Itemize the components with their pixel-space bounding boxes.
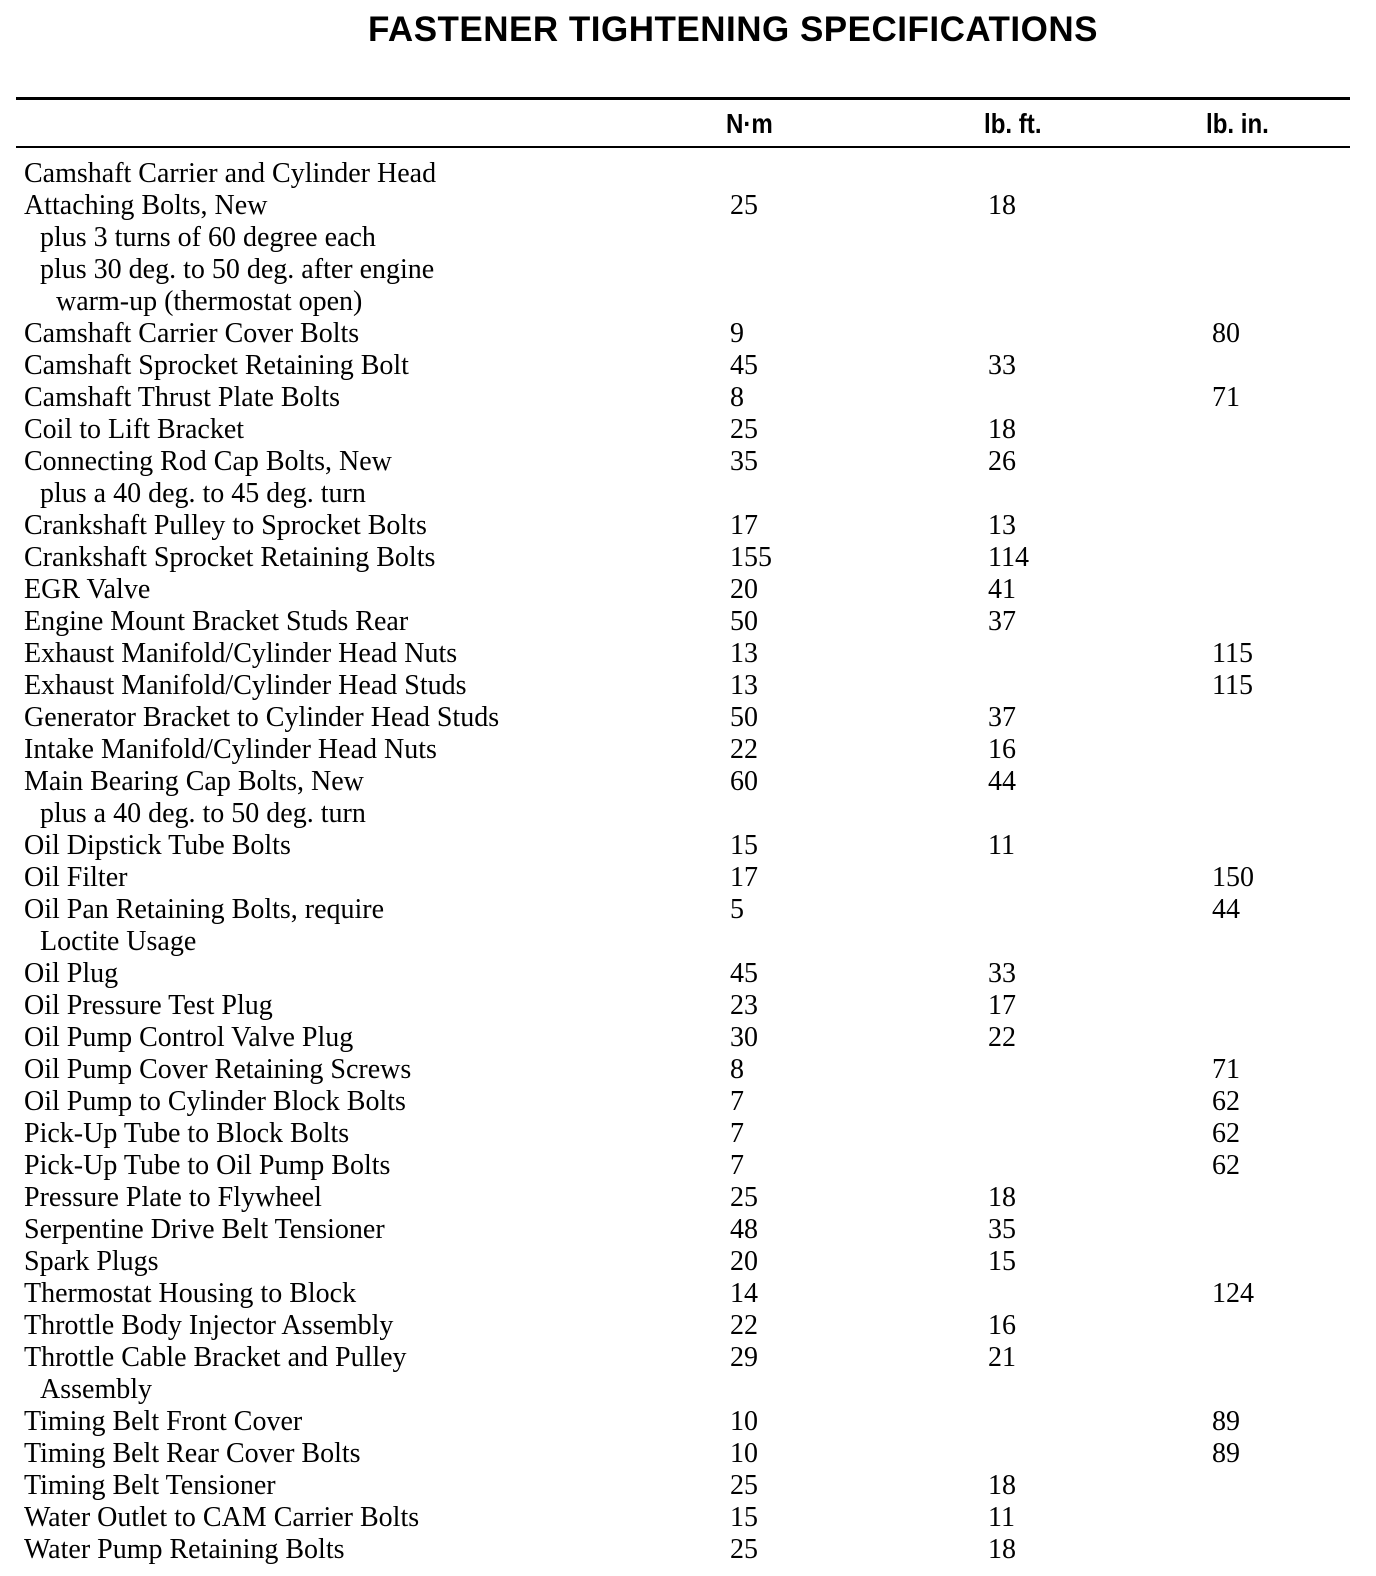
table-row — [0, 382, 1376, 414]
value-nm: 23 — [730, 990, 758, 1021]
value-nm: 5 — [730, 894, 744, 925]
value-nm: 13 — [730, 638, 758, 669]
value-nm: 35 — [730, 446, 758, 477]
value-nm: 17 — [730, 862, 758, 893]
value-lbin: 80 — [1212, 318, 1240, 349]
value-lbin: 150 — [1212, 862, 1254, 893]
table-row — [0, 1086, 1376, 1118]
value-lbft: 16 — [988, 734, 1016, 765]
value-nm: 8 — [730, 1054, 744, 1085]
table-row — [0, 1374, 1376, 1406]
value-nm: 30 — [730, 1022, 758, 1053]
value-lbft: 18 — [988, 414, 1016, 445]
table-row — [0, 350, 1376, 382]
fastener-label: Main Bearing Cap Bolts, New — [24, 766, 364, 797]
value-lbft: 18 — [988, 1182, 1016, 1213]
table-row — [0, 958, 1376, 990]
table-row — [0, 734, 1376, 766]
table-row — [0, 862, 1376, 894]
table-row — [0, 414, 1376, 446]
fastener-label: Serpentine Drive Belt Tensioner — [24, 1214, 385, 1245]
value-lbft: 11 — [988, 1502, 1015, 1533]
table-row — [0, 1278, 1376, 1310]
table-row — [0, 1118, 1376, 1150]
fastener-label: Timing Belt Front Cover — [24, 1406, 303, 1437]
value-lbin: 115 — [1212, 638, 1253, 669]
value-nm: 45 — [730, 958, 758, 989]
fastener-label: Intake Manifold/Cylinder Head Nuts — [24, 734, 437, 765]
value-nm: 7 — [730, 1086, 744, 1117]
fastener-label: Oil Pump to Cylinder Block Bolts — [24, 1086, 406, 1117]
value-nm: 60 — [730, 766, 758, 797]
table-row — [0, 542, 1376, 574]
spec-table-body — [0, 158, 1376, 1566]
fastener-label: plus a 40 deg. to 45 deg. turn — [40, 478, 366, 509]
table-row — [0, 1438, 1376, 1470]
fastener-label: Generator Bracket to Cylinder Head Studs — [24, 702, 500, 733]
value-nm: 9 — [730, 318, 744, 349]
fastener-label: Spark Plugs — [24, 1246, 159, 1277]
value-nm: 45 — [730, 350, 758, 381]
table-header-rule — [16, 146, 1350, 148]
page-title: FASTENER TIGHTENING SPECIFICATIONS — [367, 10, 1098, 49]
value-nm: 29 — [730, 1342, 758, 1373]
value-nm: 22 — [730, 1310, 758, 1341]
table-row — [0, 286, 1376, 318]
value-lbft: 18 — [988, 190, 1016, 221]
value-lbft: 18 — [988, 1470, 1016, 1501]
table-row — [0, 990, 1376, 1022]
table-row — [0, 1182, 1376, 1214]
value-lbin: 44 — [1212, 894, 1240, 925]
value-nm: 10 — [730, 1406, 758, 1437]
value-lbin: 71 — [1212, 382, 1240, 413]
fastener-label: Oil Pump Control Valve Plug — [24, 1022, 354, 1053]
fastener-label: Exhaust Manifold/Cylinder Head Studs — [24, 670, 467, 701]
table-row — [0, 254, 1376, 286]
table-row — [0, 1342, 1376, 1374]
table-row — [0, 1470, 1376, 1502]
value-lbft: 35 — [988, 1214, 1016, 1245]
column-header-lbft: lb. ft. — [984, 108, 1042, 139]
table-row — [0, 1406, 1376, 1438]
table-row — [0, 638, 1376, 670]
value-lbft: 114 — [988, 542, 1029, 573]
fastener-label: Camshaft Carrier Cover Bolts — [24, 318, 360, 349]
fastener-label: Oil Plug — [24, 958, 119, 989]
value-nm: 13 — [730, 670, 758, 701]
fastener-label: plus 30 deg. to 50 deg. after engine — [40, 254, 435, 285]
table-row — [0, 510, 1376, 542]
value-lbin: 62 — [1212, 1086, 1240, 1117]
fastener-label: Pick-Up Tube to Oil Pump Bolts — [24, 1150, 391, 1181]
table-row — [0, 222, 1376, 254]
value-lbft: 16 — [988, 1310, 1016, 1341]
table-row — [0, 158, 1376, 190]
table-row — [0, 1246, 1376, 1278]
value-lbin: 89 — [1212, 1406, 1240, 1437]
value-nm: 15 — [730, 1502, 758, 1533]
value-lbin: 124 — [1212, 1278, 1254, 1309]
fastener-label: Throttle Body Injector Assembly — [24, 1310, 394, 1341]
value-lbft: 26 — [988, 446, 1016, 477]
value-lbin: 71 — [1212, 1054, 1240, 1085]
value-nm: 22 — [730, 734, 758, 765]
value-nm: 50 — [730, 606, 758, 637]
value-lbin: 62 — [1212, 1118, 1240, 1149]
fastener-label: Crankshaft Pulley to Sprocket Bolts — [24, 510, 427, 541]
value-lbin: 62 — [1212, 1150, 1240, 1181]
fastener-label: Attaching Bolts, New — [24, 190, 268, 221]
table-row — [0, 702, 1376, 734]
value-lbft: 18 — [988, 1534, 1016, 1565]
fastener-label: Water Outlet to CAM Carrier Bolts — [24, 1502, 420, 1533]
fastener-label: Loctite Usage — [40, 926, 197, 957]
table-row — [0, 926, 1376, 958]
table-row — [0, 318, 1376, 350]
fastener-label: Oil Dipstick Tube Bolts — [24, 830, 291, 861]
table-top-rule — [16, 97, 1350, 100]
value-lbin: 89 — [1212, 1438, 1240, 1469]
value-lbft: 41 — [988, 574, 1016, 605]
value-lbft: 44 — [988, 766, 1016, 797]
value-nm: 15 — [730, 830, 758, 861]
fastener-label: Engine Mount Bracket Studs Rear — [24, 606, 409, 637]
table-row — [0, 1150, 1376, 1182]
table-row — [0, 1534, 1376, 1566]
fastener-label: Pick-Up Tube to Block Bolts — [24, 1118, 350, 1149]
fastener-label: EGR Valve — [24, 574, 151, 605]
value-lbft: 37 — [988, 606, 1016, 637]
table-row — [0, 446, 1376, 478]
value-nm: 25 — [730, 1534, 758, 1565]
value-lbft: 15 — [988, 1246, 1016, 1277]
value-nm: 20 — [730, 574, 758, 605]
value-nm: 14 — [730, 1278, 758, 1309]
value-nm: 155 — [730, 542, 772, 573]
fastener-label: Oil Pump Cover Retaining Screws — [24, 1054, 412, 1085]
value-lbft: 17 — [988, 990, 1016, 1021]
fastener-label: Camshaft Carrier and Cylinder Head — [24, 158, 437, 189]
fastener-label: Assembly — [40, 1374, 152, 1405]
value-lbft: 37 — [988, 702, 1016, 733]
table-row — [0, 606, 1376, 638]
column-header-lbin: lb. in. — [1206, 108, 1269, 139]
value-nm: 7 — [730, 1150, 744, 1181]
table-row — [0, 670, 1376, 702]
table-row — [0, 1214, 1376, 1246]
value-nm: 48 — [730, 1214, 758, 1245]
fastener-label: Camshaft Sprocket Retaining Bolt — [24, 350, 409, 381]
value-nm: 8 — [730, 382, 744, 413]
value-nm: 7 — [730, 1118, 744, 1149]
fastener-label: Timing Belt Rear Cover Bolts — [24, 1438, 361, 1469]
table-row — [0, 830, 1376, 862]
table-row — [0, 798, 1376, 830]
fastener-label: Coil to Lift Bracket — [24, 414, 245, 445]
value-lbin: 115 — [1212, 670, 1253, 701]
fastener-label: plus a 40 deg. to 50 deg. turn — [40, 798, 366, 829]
value-nm: 10 — [730, 1438, 758, 1469]
table-row — [0, 190, 1376, 222]
value-nm: 25 — [730, 1182, 758, 1213]
fastener-label: Oil Filter — [24, 862, 128, 893]
fastener-label: plus 3 turns of 60 degree each — [40, 222, 376, 253]
value-nm: 50 — [730, 702, 758, 733]
table-row — [0, 1502, 1376, 1534]
fastener-label: Throttle Cable Bracket and Pulley — [24, 1342, 407, 1373]
value-lbft: 22 — [988, 1022, 1016, 1053]
table-row — [0, 478, 1376, 510]
table-row — [0, 574, 1376, 606]
fastener-label: Camshaft Thrust Plate Bolts — [24, 382, 341, 413]
value-nm: 17 — [730, 510, 758, 541]
value-lbft: 21 — [988, 1342, 1016, 1373]
fastener-label: Pressure Plate to Flywheel — [24, 1182, 322, 1213]
fastener-label: Exhaust Manifold/Cylinder Head Nuts — [24, 638, 458, 669]
table-row — [0, 1054, 1376, 1086]
fastener-label: Thermostat Housing to Block — [24, 1278, 357, 1309]
value-lbft: 33 — [988, 958, 1016, 989]
table-row — [0, 1310, 1376, 1342]
table-row — [0, 766, 1376, 798]
value-lbft: 11 — [988, 830, 1015, 861]
value-nm: 25 — [730, 1470, 758, 1501]
value-nm: 20 — [730, 1246, 758, 1277]
fastener-label: Connecting Rod Cap Bolts, New — [24, 446, 392, 477]
table-row — [0, 1022, 1376, 1054]
column-header-nm: N·m — [726, 108, 773, 139]
fastener-label: warm-up (thermostat open) — [56, 286, 363, 317]
fastener-label: Oil Pressure Test Plug — [24, 990, 273, 1021]
value-lbft: 33 — [988, 350, 1016, 381]
value-nm: 25 — [730, 414, 758, 445]
fastener-label: Water Pump Retaining Bolts — [24, 1534, 345, 1565]
fastener-label: Timing Belt Tensioner — [24, 1470, 276, 1501]
fastener-label: Oil Pan Retaining Bolts, require — [24, 894, 385, 925]
table-row — [0, 894, 1376, 926]
value-nm: 25 — [730, 190, 758, 221]
fastener-label: Crankshaft Sprocket Retaining Bolts — [24, 542, 436, 573]
value-lbft: 13 — [988, 510, 1016, 541]
